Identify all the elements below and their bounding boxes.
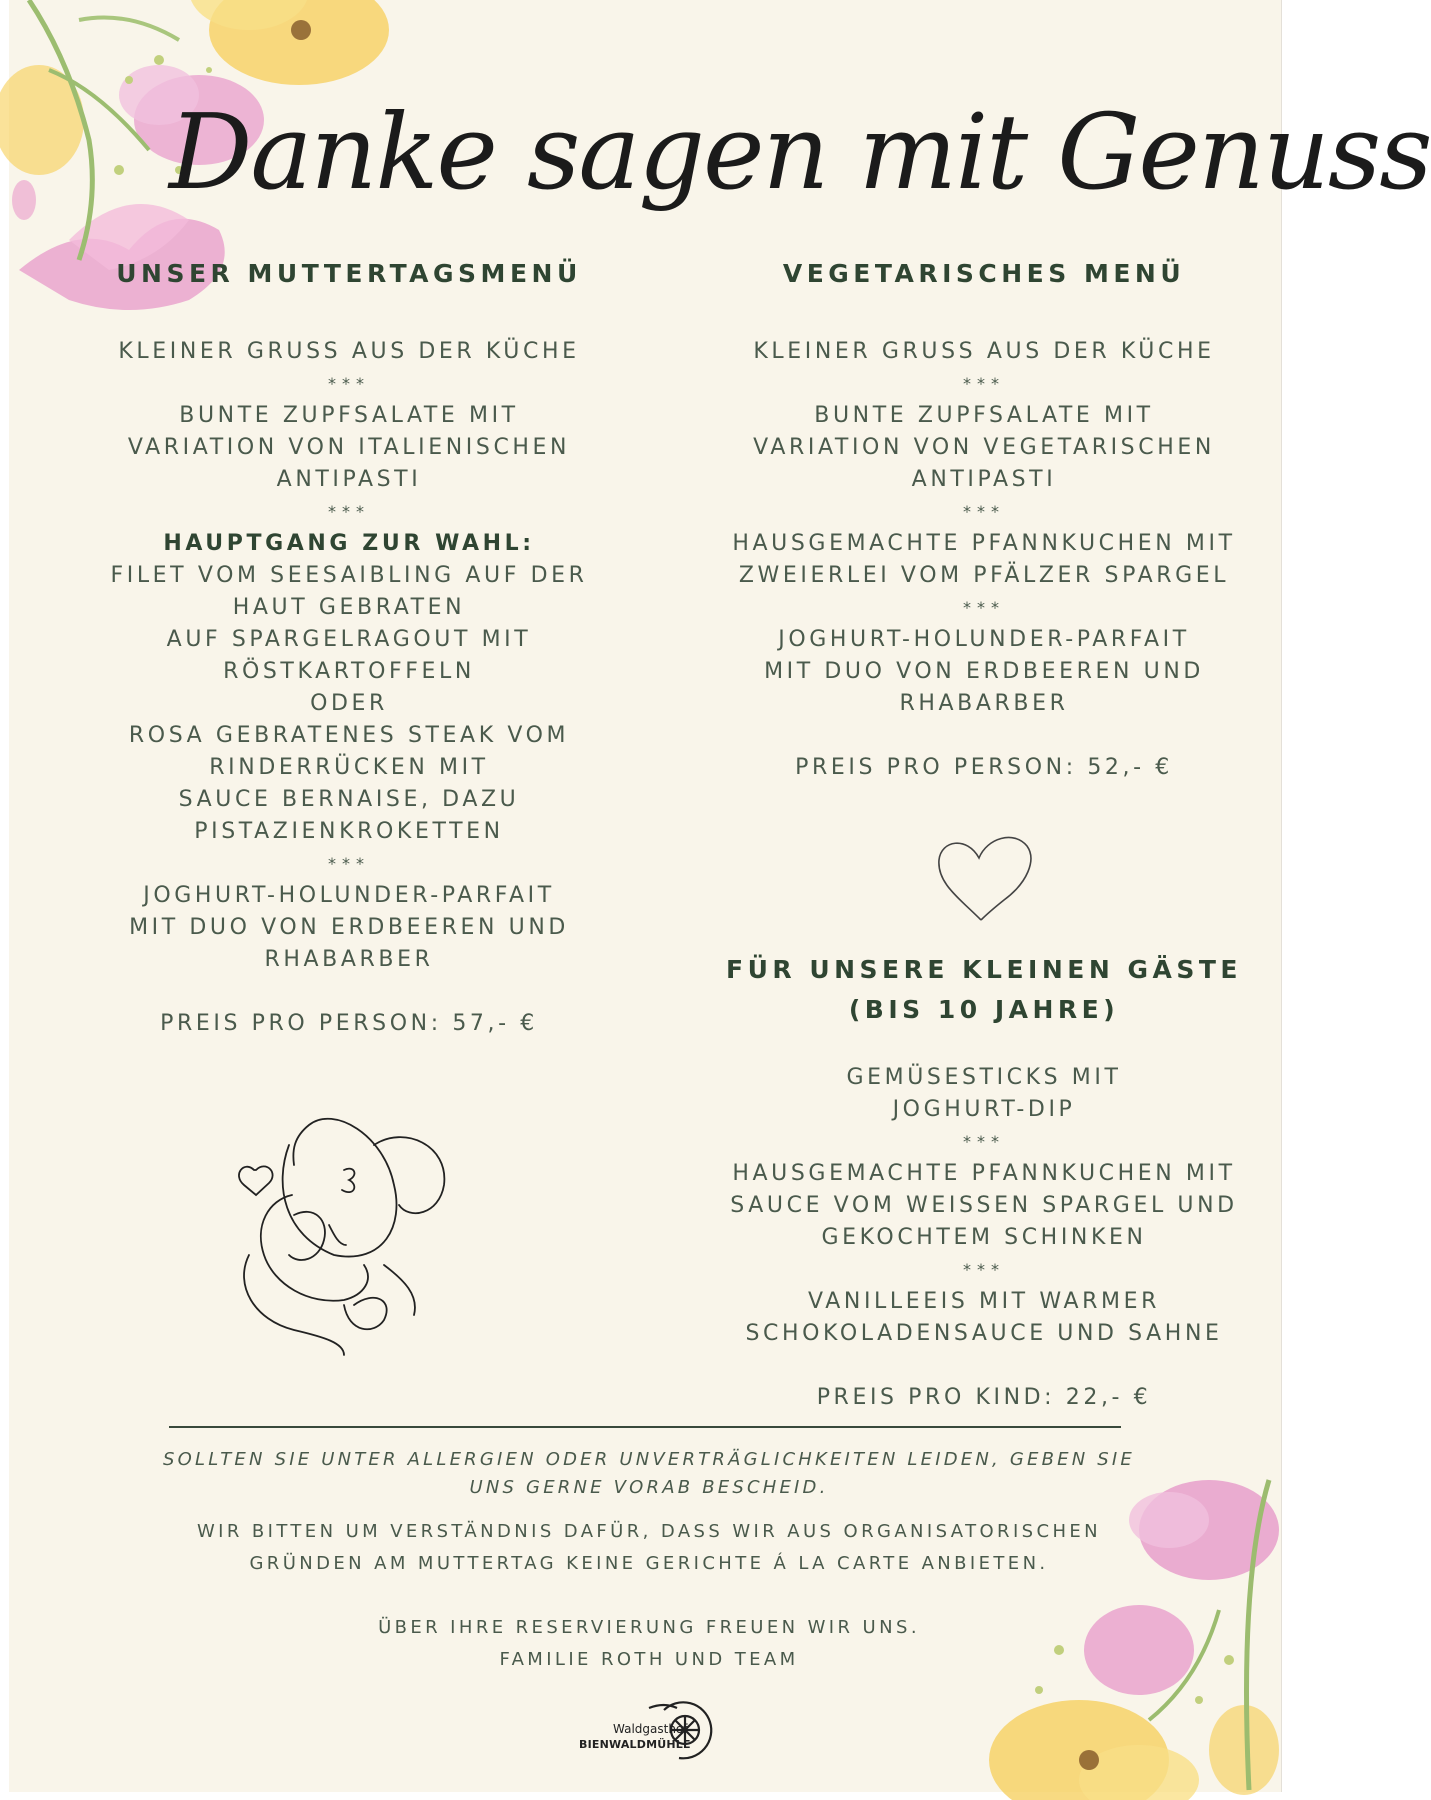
logo-subtitle: Waldgasthof (613, 1722, 688, 1736)
separator-stars: *** (963, 1260, 1005, 1279)
dessert-line: RHABARBER (264, 947, 434, 972)
separator-stars: *** (328, 854, 370, 873)
main-course-title: HAUPTGANG ZUR WAHL: (163, 531, 535, 556)
kids-main-line: HAUSGEMACHTE PFANNKUCHEN MIT (732, 1161, 1236, 1186)
muttertag-menu-column (89, 254, 609, 1040)
dessert-line: RHABARBER (899, 691, 1069, 716)
course-starter: KLEINER GRUSS AUS DER KÜCHE (753, 339, 1215, 364)
main-course-line: SAUCE BERNAISE, DAZU (178, 787, 520, 812)
menu-price: PREIS PRO PERSON: 57,- € (160, 1011, 538, 1036)
course-salad-line: BUNTE ZUPFSALATE MIT (179, 403, 519, 428)
course-salad-line: BUNTE ZUPFSALATE MIT (814, 403, 1154, 428)
course-salad-line: ANTIPASTI (276, 467, 422, 492)
main-course-line: PISTAZIENKROKETTEN (194, 819, 504, 844)
dessert-line: MIT DUO VON ERDBEEREN UND (764, 659, 1204, 684)
a-la-carte-notice (109, 1516, 1189, 1580)
menu-heading: VEGETARISCHES MENÜ (782, 259, 1186, 288)
signature-line: FAMILIE ROTH UND TEAM (499, 1649, 799, 1670)
kids-starter-line: GEMÜSESTICKS MIT (846, 1065, 1122, 1090)
menu-sheet (9, 0, 1431, 1792)
notice-line: GRÜNDEN AM MUTTERTAG KEINE GERICHTE Á LA CARTE ANBIETEN. (249, 1553, 1049, 1574)
dessert-line: JOGHURT-HOLUNDER-PARFAIT (778, 627, 1190, 652)
kids-main-line: GEKOCHTEM SCHINKEN (821, 1225, 1147, 1250)
allergy-note-line: UNS GERNE VORAB BESCHEID. (469, 1477, 829, 1498)
separator-stars: *** (328, 502, 370, 521)
kids-dessert-line: SCHOKOLADENSAUCE UND SAHNE (745, 1321, 1223, 1346)
main-course-line: HAUT GEBRATEN (232, 595, 466, 620)
dessert-line: JOGHURT-HOLUNDER-PARFAIT (143, 883, 555, 908)
kids-heading-age: (BIS 10 JAHRE) (848, 995, 1120, 1024)
menu-price: PREIS PRO PERSON: 52,- € (795, 755, 1173, 780)
bienwaldmuehle-logo (569, 1700, 739, 1770)
dessert-line: MIT DUO VON ERDBEEREN UND (129, 915, 569, 940)
separator-stars: *** (963, 598, 1005, 617)
footer-divider (169, 1426, 1121, 1428)
separator-stars: *** (963, 374, 1005, 393)
kids-main-line: SAUCE VOM WEISSEN SPARGEL UND (730, 1193, 1238, 1218)
course-salad-line: ANTIPASTI (911, 467, 1057, 492)
allergy-note-line: SOLLTEN SIE UNTER ALLERGIEN ODER UNVERTRÄGLICHKEITEN LEIDEN, GEBEN SIE (162, 1449, 1135, 1470)
kids-starter-line: JOGHURT-DIP (892, 1097, 1076, 1122)
separator-stars: *** (963, 1132, 1005, 1151)
course-salad-line: VARIATION VON ITALIENISCHEN (127, 435, 571, 460)
main-course-line: RÖSTKARTOFFELN (223, 659, 475, 684)
page-title: Danke sagen mit Genuss (169, 91, 1431, 213)
logo-brand-name: BIENWALDMÜHLE (579, 1738, 691, 1751)
course-starter: KLEINER GRUSS AUS DER KÜCHE (118, 339, 580, 364)
separator-stars: *** (328, 374, 370, 393)
heart-icon (929, 828, 1039, 928)
menu-heading: UNSER MUTTERTAGSMENÜ (116, 259, 582, 288)
footer-notes (109, 1446, 1189, 1676)
course-salad-line: VARIATION VON VEGETARISCHEN (753, 435, 1215, 460)
mother-child-line-art (234, 1105, 454, 1360)
main-course-line: ZWEIERLEI VOM PFÄLZER SPARGEL (738, 563, 1230, 588)
main-course-line: FILET VOM SEESAIBLING AUF DER (110, 563, 588, 588)
main-course-line: AUF SPARGELRAGOUT MIT (166, 627, 532, 652)
main-course-or: ODER (310, 691, 388, 716)
closing-greeting (109, 1612, 1189, 1676)
closing-line: ÜBER IHRE RESERVIERUNG FREUEN WIR UNS. (378, 1617, 920, 1638)
vegetarian-menu-column (709, 254, 1259, 1414)
notice-line: WIR BITTEN UM VERSTÄNDNIS DAFÜR, DASS WIR AUS ORGANISATORISCHEN (196, 1521, 1102, 1542)
kids-price: PREIS PRO KIND: 22,- € (816, 1385, 1152, 1410)
kids-heading: FÜR UNSERE KLEINEN GÄSTE (726, 955, 1242, 984)
main-course-line: ROSA GEBRATENES STEAK VOM (128, 723, 570, 748)
main-course-line: HAUSGEMACHTE PFANNKUCHEN MIT (732, 531, 1236, 556)
main-course-line: RINDERRÜCKEN MIT (209, 755, 489, 780)
kids-dessert-line: VANILLEEIS MIT WARMER (808, 1289, 1160, 1314)
separator-stars: *** (963, 502, 1005, 521)
